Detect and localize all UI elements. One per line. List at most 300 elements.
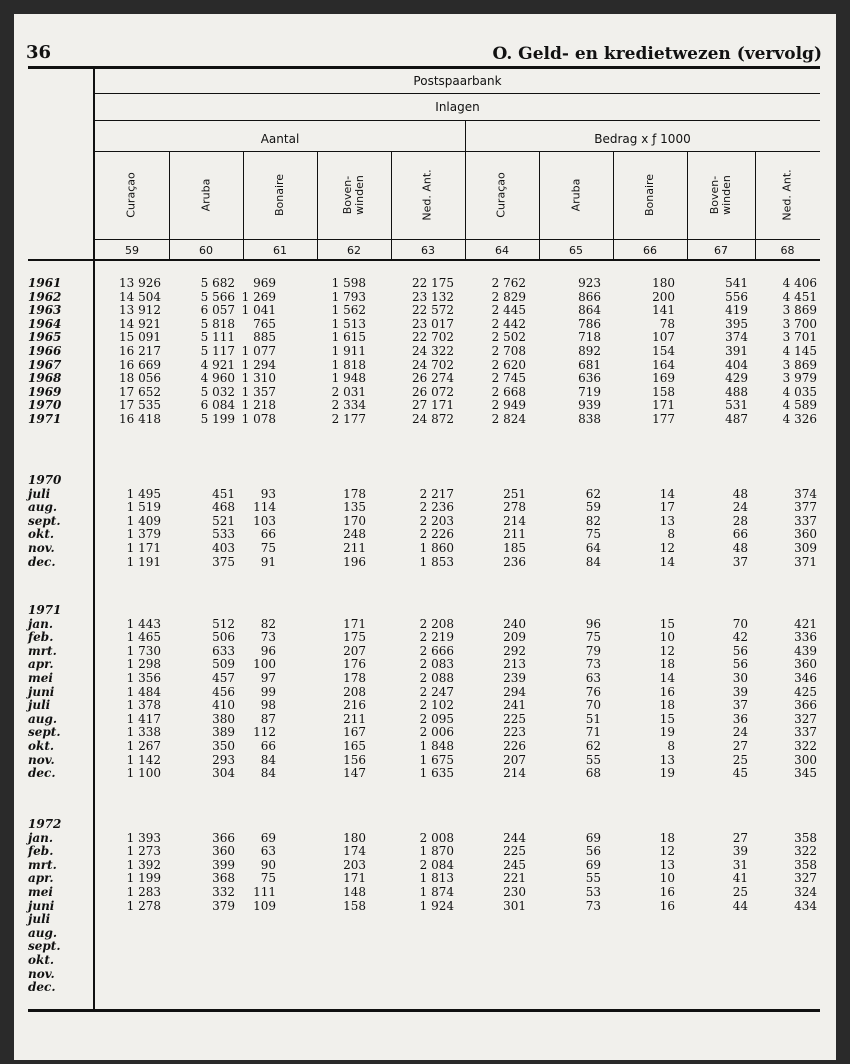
table-cell: 5 199: [200, 412, 235, 426]
table-cell: 2 745: [491, 371, 526, 386]
table-cell: 939: [578, 398, 601, 413]
table-cell: 16 418: [119, 412, 161, 426]
column-header: [317, 154, 391, 236]
table-cell: 68: [585, 766, 601, 781]
column-header-label: Bonaire: [273, 173, 286, 217]
page-number: 36: [26, 42, 52, 63]
table-cell: 1 267: [126, 739, 161, 753]
table-cell: 2 083: [419, 657, 454, 672]
table-cell: 512: [212, 616, 235, 631]
row-label: jan.: [28, 616, 54, 631]
table-cell: 1 870: [419, 844, 454, 859]
table-cell: 1 100: [126, 766, 161, 781]
table-cell: 63: [260, 844, 276, 859]
table-cell: 2 502: [491, 330, 526, 345]
table-cell: 93: [260, 486, 276, 501]
table-cell: 66: [260, 739, 276, 753]
column-header-label: Aruba: [569, 178, 582, 212]
table-cell: 5 111: [200, 330, 235, 345]
table-cell: 358: [794, 830, 817, 845]
table-cell: 99: [260, 684, 276, 699]
table-cell: 1 338: [126, 725, 161, 740]
table-cell: 419: [725, 303, 748, 318]
table-cell: 244: [503, 830, 526, 845]
table-cell: 3 979: [782, 371, 817, 386]
row-label: juli: [28, 912, 51, 927]
table-cell: 521: [212, 513, 235, 528]
table-cell: 36: [732, 711, 748, 726]
table-cell: 23 017: [412, 316, 454, 331]
row-label: aug.: [28, 500, 58, 515]
table-cell: 1 465: [126, 630, 161, 645]
table-cell: 230: [503, 885, 526, 899]
table-cell: 1 635: [419, 766, 454, 781]
table-cell: 765: [253, 316, 276, 331]
table-cell: 1 911: [331, 344, 366, 358]
row-label: 1970: [28, 473, 62, 487]
table-cell: 395: [725, 316, 748, 331]
table-cell: 1 379: [126, 527, 161, 542]
table-cell: 226: [503, 739, 526, 753]
column-divider: [391, 151, 392, 259]
table-cell: 62: [585, 486, 601, 501]
table-cell: 22 702: [412, 330, 454, 345]
table-cell: 1 519: [126, 500, 161, 515]
table-cell: 8: [667, 739, 675, 753]
table-cell: 87: [260, 711, 276, 726]
table-cell: 786: [578, 316, 601, 331]
column-number: 66: [643, 244, 657, 257]
table-cell: 24: [732, 500, 748, 515]
top-rule: [28, 66, 820, 69]
table-cell: 170: [343, 513, 366, 528]
table-cell: 2 442: [491, 316, 526, 331]
table-cell: 488: [725, 384, 748, 399]
header-bottom-rule: [28, 259, 820, 261]
table-cell: 25: [732, 885, 748, 899]
table-cell: 73: [585, 657, 601, 672]
table-cell: 66: [260, 527, 276, 542]
table-cell: 457: [212, 671, 235, 685]
table-cell: 79: [585, 643, 601, 658]
row-label: mrt.: [28, 643, 57, 658]
table-cell: 429: [725, 371, 748, 386]
column-header-label: Curaçao: [125, 172, 138, 218]
table-cell: 506: [212, 630, 235, 645]
header-aantal: Aantal: [260, 132, 300, 146]
table-cell: 41: [732, 871, 748, 886]
table-cell: 69: [585, 857, 601, 872]
table-cell: 75: [260, 871, 276, 886]
table-cell: 84: [260, 752, 276, 767]
column-divider: [539, 151, 540, 259]
column-number: 65: [569, 244, 583, 257]
table-cell: 114: [253, 500, 276, 515]
row-label: 1967: [28, 357, 62, 372]
table-cell: 24 872: [412, 412, 454, 426]
table-cell: 17: [659, 500, 675, 515]
row-label: nov.: [28, 966, 55, 981]
table-cell: 380: [212, 711, 235, 726]
column-header: [465, 154, 539, 236]
row-label: 1970: [28, 398, 62, 413]
rule: [95, 120, 820, 121]
table-cell: 4 035: [782, 384, 817, 399]
table-cell: 107: [652, 330, 675, 345]
table-cell: 3 869: [782, 357, 817, 372]
row-label: 1969: [28, 384, 62, 399]
table-cell: 44: [732, 898, 748, 913]
row-label: 1968: [28, 371, 62, 386]
table-cell: 838: [578, 412, 601, 426]
table-cell: 245: [503, 857, 526, 872]
table-cell: 16: [659, 898, 675, 913]
table-cell: 51: [585, 711, 601, 726]
table-cell: 1 495: [126, 486, 161, 501]
table-cell: 377: [794, 500, 817, 515]
table-cell: 175: [343, 630, 366, 645]
row-label: juni: [28, 898, 55, 913]
row-label: feb.: [28, 630, 54, 645]
table-cell: 304: [212, 766, 235, 781]
row-label: nov.: [28, 541, 55, 555]
table-cell: 18: [659, 698, 675, 713]
table-cell: 17 535: [119, 398, 161, 413]
table-cell: 2 949: [491, 398, 526, 413]
table-cell: 1 142: [126, 752, 161, 767]
table-cell: 425: [794, 684, 817, 699]
rule: [95, 239, 820, 240]
column-divider: [243, 151, 244, 259]
table-cell: 6 057: [200, 303, 235, 318]
table-cell: 410: [212, 698, 235, 713]
table-cell: 8: [667, 527, 675, 542]
table-cell: 1 793: [331, 289, 366, 304]
row-label: 1962: [28, 289, 62, 304]
row-label: mei: [28, 671, 53, 685]
table-cell: 24 702: [412, 357, 454, 372]
table-cell: 211: [343, 711, 366, 726]
table-cell: 236: [503, 554, 526, 569]
table-cell: 1 730: [126, 643, 161, 658]
table-cell: 13: [659, 752, 675, 767]
table-cell: 56: [732, 657, 748, 672]
table-cell: 2 829: [491, 289, 526, 304]
row-label: 1961: [28, 276, 62, 290]
table-cell: 4 960: [200, 371, 235, 386]
table-cell: 360: [794, 657, 817, 672]
table-cell: 22 572: [412, 303, 454, 318]
table-cell: 23 132: [412, 289, 454, 304]
table-cell: 294: [503, 684, 526, 699]
table-cell: 2 084: [419, 857, 454, 872]
column-divider: [317, 151, 318, 259]
table-cell: 531: [725, 398, 748, 413]
table-cell: 248: [343, 527, 366, 542]
column-header: [243, 154, 317, 236]
table-cell: 75: [585, 630, 601, 645]
table-cell: 13 926: [119, 276, 161, 290]
table-cell: 12: [659, 541, 675, 555]
table-cell: 18: [659, 830, 675, 845]
table-cell: 1 356: [126, 671, 161, 685]
table-cell: 42: [732, 630, 748, 645]
table-cell: 1 378: [126, 698, 161, 713]
row-label: sept.: [28, 725, 61, 740]
column-number: 59: [125, 244, 139, 257]
table-cell: 636: [578, 371, 601, 386]
table-cell: 332: [212, 885, 235, 899]
table-cell: 84: [260, 766, 276, 781]
row-label: apr.: [28, 871, 54, 886]
table-cell: 55: [585, 752, 601, 767]
table-cell: 208: [343, 684, 366, 699]
table-cell: 1 409: [126, 513, 161, 528]
table-cell: 10: [659, 630, 675, 645]
table-cell: 171: [652, 398, 675, 413]
table-cell: 178: [343, 486, 366, 501]
table-cell: 96: [260, 643, 276, 658]
table-cell: 4 589: [782, 398, 817, 413]
table-cell: 278: [503, 500, 526, 515]
table-cell: 223: [503, 725, 526, 740]
table-cell: 309: [794, 541, 817, 555]
table-cell: 1 813: [419, 871, 454, 886]
page-title: O. Geld- en kredietwezen (vervolg): [492, 44, 822, 64]
table-cell: 76: [585, 684, 601, 699]
table-cell: 53: [585, 885, 601, 899]
table-cell: 12: [659, 643, 675, 658]
table-cell: 180: [343, 830, 366, 845]
table-cell: 1 191: [126, 554, 161, 569]
table-cell: 12: [659, 844, 675, 859]
table-cell: 2 177: [331, 412, 366, 426]
table-cell: 2 203: [419, 513, 454, 528]
table-cell: 39: [732, 844, 748, 859]
table-cell: 56: [732, 643, 748, 658]
table-cell: 1 818: [331, 357, 366, 372]
table-cell: 176: [343, 657, 366, 672]
table-cell: 177: [652, 412, 675, 426]
table-cell: 371: [794, 554, 817, 569]
table-cell: 154: [652, 344, 675, 358]
table-cell: 4 145: [782, 344, 817, 358]
table-cell: 171: [343, 871, 366, 886]
table-cell: 1 392: [126, 857, 161, 872]
table-cell: 6 084: [200, 398, 235, 413]
table-cell: 556: [725, 289, 748, 304]
table-cell: 240: [503, 616, 526, 631]
table-cell: 64: [585, 541, 601, 555]
table-cell: 533: [212, 527, 235, 542]
table-cell: 2 666: [419, 643, 454, 658]
table-cell: 350: [212, 739, 235, 753]
table-cell: 14 921: [119, 316, 161, 331]
table-cell: 2 708: [491, 344, 526, 358]
table-cell: 16 669: [119, 357, 161, 372]
table-cell: 3 701: [782, 330, 817, 345]
table-cell: 56: [585, 844, 601, 859]
table-cell: 468: [212, 500, 235, 515]
table-cell: 26 274: [412, 371, 454, 386]
table-cell: 1 853: [419, 554, 454, 569]
column-header: [539, 154, 613, 236]
document-page: [14, 14, 836, 1060]
column-header: [613, 154, 687, 236]
column-header-label: Boven- winden: [708, 175, 733, 215]
table-cell: 2 226: [419, 527, 454, 542]
table-cell: 1 269: [241, 289, 276, 304]
table-cell: 22 175: [412, 276, 454, 290]
column-header-label: Curaçao: [495, 172, 508, 218]
header-inlagen: Inlagen: [435, 100, 480, 114]
table-cell: 366: [212, 830, 235, 845]
table-cell: 19: [659, 725, 675, 740]
table-cell: 165: [343, 739, 366, 753]
table-cell: 18: [659, 657, 675, 672]
table-cell: 14 504: [119, 289, 161, 304]
table-cell: 358: [794, 857, 817, 872]
column-number: 63: [421, 244, 435, 257]
column-divider: [687, 151, 688, 259]
table-cell: 434: [794, 898, 817, 913]
table-cell: 73: [585, 898, 601, 913]
row-label: juni: [28, 684, 55, 699]
table-cell: 374: [725, 330, 748, 345]
table-cell: 169: [652, 371, 675, 386]
table-cell: 203: [343, 857, 366, 872]
table-cell: 451: [212, 486, 235, 501]
table-cell: 293: [212, 752, 235, 767]
table-cell: 251: [503, 486, 526, 501]
column-header: [391, 154, 465, 236]
table-cell: 389: [212, 725, 235, 740]
table-cell: 1 615: [331, 330, 366, 345]
row-label: mei: [28, 885, 53, 899]
table-cell: 1 562: [331, 303, 366, 318]
table-cell: 456: [212, 684, 235, 699]
table-cell: 214: [503, 513, 526, 528]
table-cell: 209: [503, 630, 526, 645]
table-cell: 18 056: [119, 371, 161, 386]
table-cell: 14: [659, 554, 675, 569]
table-cell: 923: [578, 276, 601, 290]
table-cell: 112: [253, 725, 276, 740]
table-cell: 374: [794, 486, 817, 501]
row-label: okt.: [28, 527, 55, 542]
table-cell: 368: [212, 871, 235, 886]
table-cell: 141: [652, 303, 675, 318]
row-label: sept.: [28, 513, 61, 528]
column-number: 62: [347, 244, 361, 257]
table-cell: 156: [343, 752, 366, 767]
column-header: [169, 154, 243, 236]
table-cell: 301: [503, 898, 526, 913]
table-cell: 327: [794, 711, 817, 726]
table-cell: 180: [652, 276, 675, 290]
table-cell: 2 008: [419, 830, 454, 845]
table-cell: 111: [253, 885, 276, 899]
table-cell: 16: [659, 885, 675, 899]
table-cell: 1 171: [126, 541, 161, 555]
header-postspaarbank: Postspaarbank: [413, 74, 502, 88]
table-cell: 27 171: [412, 398, 454, 413]
table-cell: 1 443: [126, 616, 161, 631]
table-cell: 2 824: [491, 412, 526, 426]
table-cell: 91: [260, 554, 276, 569]
table-cell: 96: [585, 616, 601, 631]
table-cell: 84: [585, 554, 601, 569]
table-cell: 98: [260, 698, 276, 713]
table-cell: 211: [503, 527, 526, 542]
column-number: 61: [273, 244, 287, 257]
table-cell: 27: [732, 830, 748, 845]
row-label: mrt.: [28, 857, 57, 872]
table-cell: 969: [253, 276, 276, 290]
table-cell: 241: [503, 698, 526, 713]
table-cell: 360: [212, 844, 235, 859]
table-cell: 1 874: [419, 885, 454, 899]
table-cell: 2 006: [419, 725, 454, 740]
table-cell: 97: [260, 671, 276, 685]
rule: [95, 151, 820, 152]
table-cell: 13: [659, 513, 675, 528]
table-cell: 45: [732, 766, 748, 781]
row-label: sept.: [28, 939, 61, 954]
table-cell: 103: [253, 513, 276, 528]
table-cell: 1 924: [419, 898, 454, 913]
table-cell: 2 620: [491, 357, 526, 372]
table-cell: 164: [652, 357, 675, 372]
table-cell: 892: [578, 344, 601, 358]
table-cell: 5 032: [200, 384, 235, 399]
table-cell: 1 848: [419, 739, 454, 753]
table-cell: 16 217: [119, 344, 161, 358]
table-cell: 2 334: [331, 398, 366, 413]
table-cell: 421: [794, 616, 817, 631]
table-cell: 1 218: [241, 398, 276, 413]
table-cell: 70: [732, 616, 748, 631]
table-cell: 30: [732, 671, 748, 685]
table-cell: 17 652: [119, 384, 161, 399]
table-cell: 2 031: [331, 384, 366, 399]
table-cell: 866: [578, 289, 601, 304]
table-cell: 3 700: [782, 316, 817, 331]
table-cell: 171: [343, 616, 366, 631]
row-label: 1971: [28, 603, 62, 617]
table-cell: 24 322: [412, 344, 454, 358]
table-cell: 147: [343, 766, 366, 781]
row-label: feb.: [28, 844, 54, 859]
table-cell: 4 326: [782, 412, 817, 426]
table-cell: 404: [725, 357, 748, 372]
table-cell: 62: [585, 739, 601, 753]
table-cell: 1 298: [126, 657, 161, 672]
table-cell: 5 566: [200, 289, 235, 304]
table-cell: 225: [503, 711, 526, 726]
column-header-label: Aruba: [199, 178, 212, 212]
table-cell: 5 117: [200, 344, 235, 358]
table-cell: 27: [732, 739, 748, 753]
table-cell: 718: [578, 330, 601, 345]
table-cell: 509: [212, 657, 235, 672]
table-cell: 13 912: [119, 303, 161, 318]
table-cell: 324: [794, 885, 817, 899]
row-label: apr.: [28, 657, 54, 672]
table-cell: 2 088: [419, 671, 454, 685]
table-cell: 214: [503, 766, 526, 781]
table-cell: 2 095: [419, 711, 454, 726]
